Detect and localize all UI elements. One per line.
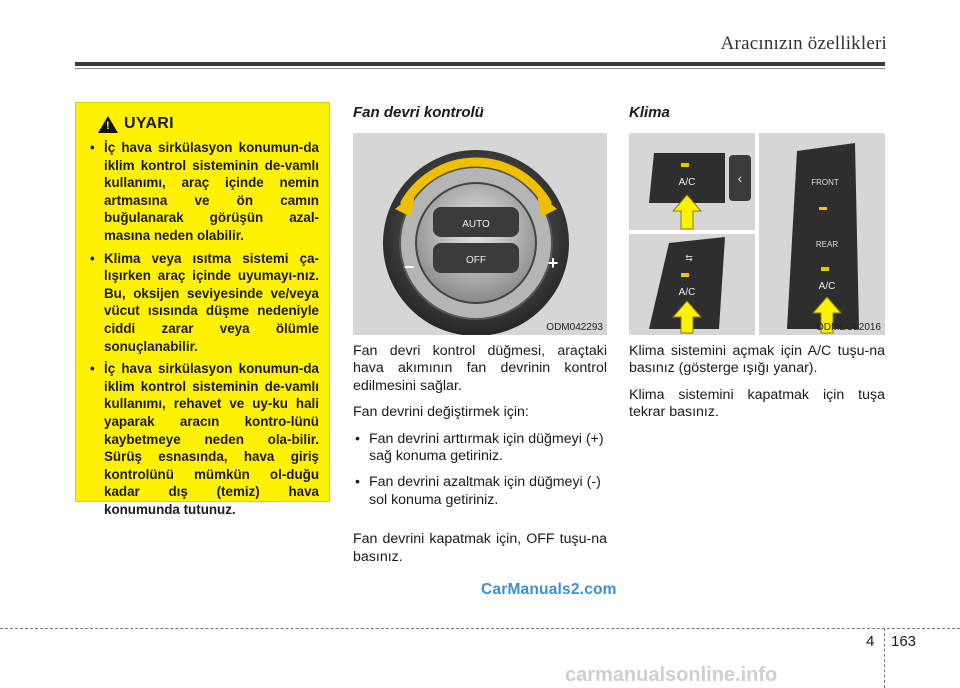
klima-paragraph-2: Klima sistemini kapatmak için tuşa tekrar basınız.: [629, 386, 885, 421]
klima-paragraph-1: Klima sistemini açmak için A/C tuşu-na basınız (gösterge ışığı yanar).: [629, 343, 885, 377]
fan-paragraph-1: Fan devri kontrol düğmesi, araçtaki hava akımının fan devrinin kontrol edilmesini sağlar.: [353, 343, 607, 394]
ac-label-2: A/C: [678, 287, 696, 298]
off-button-label: OFF: [466, 255, 486, 266]
warning-item: • İç hava sirkülasyon konumun-da iklim kontrol sisteminin de-vamlı kullanımı, araç içinde nemin artmasına ve ön camın buğulanarak görüşün azal-masına neden olabilir.: [90, 139, 319, 245]
fan-paragraph-2: Fan devrini değiştirmek için:: [353, 404, 529, 421]
svg-text:‹: ‹: [737, 170, 743, 186]
warning-list: [90, 139, 319, 518]
klima-heading: Klima: [629, 104, 670, 121]
svg-text:⇆: ⇆: [685, 253, 693, 263]
warning-item: • İç hava sirkülasyon konumun-da iklim kontrol sisteminin de-vamlı kullanımı, rehavet ve uy-ku hali yaparak aracın kontro-lünü kaybetmeye neden ola-bilir. Sürüş esnasında, hava giriş kontrolünü mümkün ol-duğu kadar dış (temiz) hava konumunda tutunuz.: [90, 360, 319, 518]
chapter-number: 4: [866, 633, 875, 650]
warning-header: [98, 115, 319, 133]
fan-knob-illustration: [353, 133, 607, 335]
klima-body: [629, 343, 885, 431]
fan-bullet-increase: • Fan devrini arttırmak için düğmeyi (+) sağ konuma getiriniz.: [353, 431, 607, 466]
minus-label: −: [403, 257, 415, 277]
footer-dashed-rule: [0, 628, 960, 629]
page-header-title: Aracınızın özellikleri: [720, 33, 887, 54]
warning-item: • Klima veya ısıtma sistemi ça-lışırken araç içinde uyumayı-nız. Bu, oksijen seviyesinde ve/veya vücut ısısında düşme nedeniyle ciddi zarar veya ölümle sonuçlanabilir.: [90, 250, 319, 356]
fan-knob-figure: [353, 133, 607, 335]
footer-site-watermark: carmanualsonline.info: [565, 664, 778, 686]
front-defrost-label: FRONT: [811, 178, 839, 187]
fan-bullet-decrease: • Fan devrini azaltmak için düğmeyi (-) sol konuma getiriniz.: [353, 474, 607, 509]
page-number: 163: [891, 633, 917, 650]
header-rule-thin: [75, 68, 885, 69]
klima-illustration: [629, 133, 885, 335]
klima-figure: [629, 133, 885, 335]
ac-label-3: A/C: [818, 281, 836, 292]
klima-figure-code: ODMECL2016: [815, 322, 881, 333]
header-rule: [75, 62, 885, 66]
rear-defrost-label: REAR: [815, 240, 839, 249]
warning-icon: !: [98, 116, 118, 133]
plus-label: +: [547, 253, 559, 273]
fan-figure-code: ODM042293: [546, 322, 603, 333]
ac-label-1: A/C: [678, 177, 696, 188]
warning-box: [75, 102, 330, 517]
page-number-separator: [884, 628, 885, 688]
fan-heading: Fan devri kontrolü: [353, 104, 484, 121]
warning-title: UYARI: [124, 115, 174, 132]
fan-paragraph-3: Fan devrini kapatmak için, OFF tuşu-na basınız.: [353, 531, 607, 565]
fan-body: [353, 343, 607, 575]
watermark-link[interactable]: CarManuals2.com: [481, 581, 617, 598]
auto-button-label: AUTO: [462, 219, 490, 230]
